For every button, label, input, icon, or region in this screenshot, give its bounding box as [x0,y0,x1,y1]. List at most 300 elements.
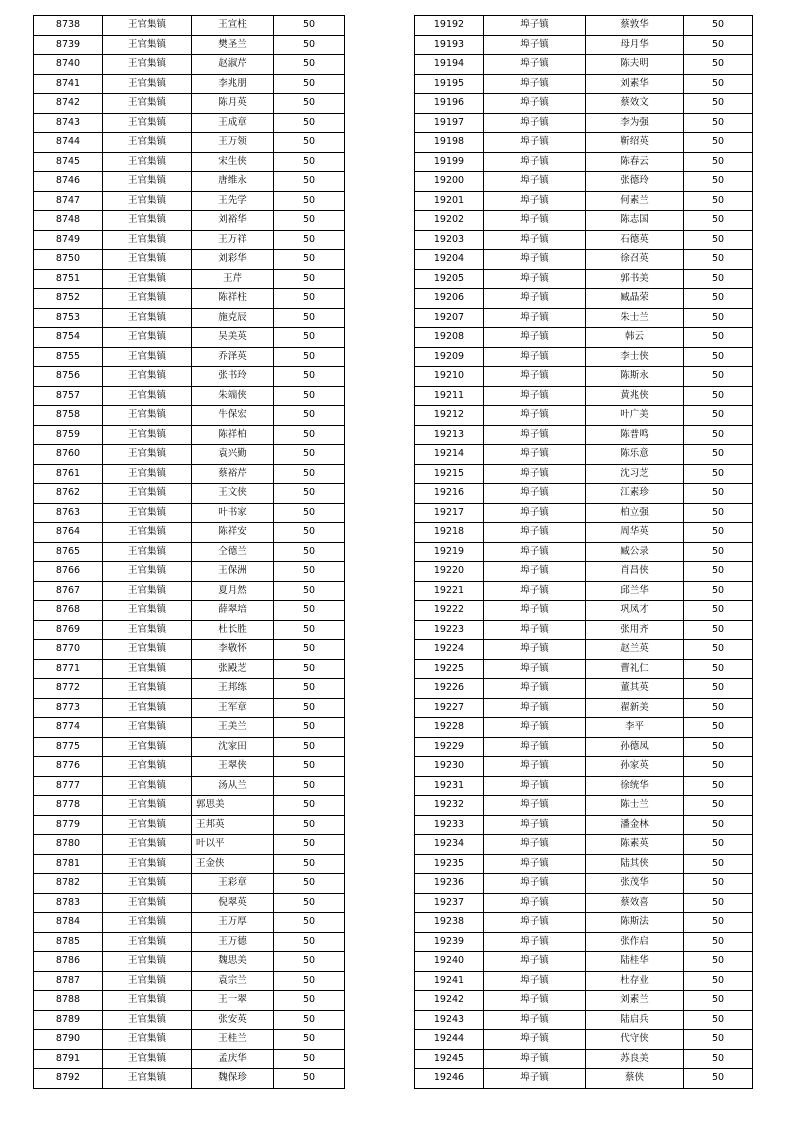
name-cell: 翟新美 [586,698,684,718]
amount-cell: 50 [684,757,753,777]
id-cell: 8783 [34,893,103,913]
table-row [34,94,345,114]
town-cell: 埠子镇 [484,35,586,55]
id-cell: 8777 [34,776,103,796]
id-cell: 8741 [34,74,103,94]
name-cell: 樊圣兰 [192,35,274,55]
amount-cell: 50 [274,308,345,328]
name-cell: 陈素英 [586,835,684,855]
town-cell: 王官集镇 [103,1049,192,1069]
table-row [34,406,345,426]
amount-cell: 50 [274,347,345,367]
table-row [34,289,345,309]
table-row [415,74,753,94]
amount-cell: 50 [274,484,345,504]
table-row [415,1049,753,1069]
town-cell: 王官集镇 [103,893,192,913]
id-cell: 19244 [415,1030,484,1050]
id-cell: 19204 [415,250,484,270]
name-cell: 陈夫明 [586,55,684,75]
amount-cell: 50 [274,250,345,270]
name-cell: 韩云 [586,328,684,348]
table-row [34,211,345,231]
roster-table-left-body [34,16,345,1089]
town-cell: 埠子镇 [484,211,586,231]
amount-cell: 50 [684,679,753,699]
name-cell: 陈士兰 [586,796,684,816]
town-cell: 埠子镇 [484,562,586,582]
table-row [34,991,345,1011]
name-cell: 陈斯法 [586,913,684,933]
table-row [415,406,753,426]
name-cell: 李兆朋 [192,74,274,94]
amount-cell: 50 [274,464,345,484]
id-cell: 19215 [415,464,484,484]
table-row [415,757,753,777]
town-cell: 王官集镇 [103,16,192,36]
table-row [34,113,345,133]
amount-cell: 50 [684,347,753,367]
town-cell: 埠子镇 [484,893,586,913]
id-cell: 19241 [415,971,484,991]
name-cell: 魏思美 [192,952,274,972]
amount-cell: 50 [684,386,753,406]
amount-cell: 50 [274,815,345,835]
amount-cell: 50 [274,191,345,211]
name-cell: 宋生侠 [192,152,274,172]
amount-cell: 50 [684,737,753,757]
table-row [415,874,753,894]
amount-cell: 50 [274,893,345,913]
table-row [415,620,753,640]
amount-cell: 50 [684,1030,753,1050]
town-cell: 王官集镇 [103,484,192,504]
town-cell: 埠子镇 [484,640,586,660]
name-cell: 陈普鸣 [586,425,684,445]
name-cell: 靳绍英 [586,133,684,153]
table-row [415,113,753,133]
town-cell: 王官集镇 [103,289,192,309]
id-cell: 19228 [415,718,484,738]
name-cell: 张殿芝 [192,659,274,679]
name-cell: 刘彩华 [192,250,274,270]
table-row [34,152,345,172]
name-cell: 王桂兰 [192,1030,274,1050]
town-cell: 王官集镇 [103,679,192,699]
name-cell: 沈家田 [192,737,274,757]
name-cell: 乔泽英 [192,347,274,367]
amount-cell: 50 [274,269,345,289]
town-cell: 王官集镇 [103,835,192,855]
town-cell: 王官集镇 [103,1030,192,1050]
name-cell: 孙家英 [586,757,684,777]
table-row [415,55,753,75]
amount-cell: 50 [684,55,753,75]
table-row [415,152,753,172]
id-cell: 19229 [415,737,484,757]
town-cell: 王官集镇 [103,815,192,835]
table-row [415,367,753,387]
town-cell: 王官集镇 [103,971,192,991]
name-cell: 张作启 [586,932,684,952]
id-cell: 8767 [34,581,103,601]
table-row [415,581,753,601]
amount-cell: 50 [274,581,345,601]
id-cell: 19210 [415,367,484,387]
amount-cell: 50 [684,620,753,640]
id-cell: 19240 [415,952,484,972]
amount-cell: 50 [684,74,753,94]
town-cell: 埠子镇 [484,659,586,679]
name-cell: 李敬怀 [192,640,274,660]
name-cell: 王邦练 [192,679,274,699]
table-row [415,991,753,1011]
table-row [415,601,753,621]
town-cell: 埠子镇 [484,581,586,601]
town-cell: 王官集镇 [103,55,192,75]
amount-cell: 50 [684,601,753,621]
name-cell: 李平 [586,718,684,738]
amount-cell: 50 [274,113,345,133]
name-cell: 叶书家 [192,503,274,523]
id-cell: 8739 [34,35,103,55]
id-cell: 8747 [34,191,103,211]
town-cell: 王官集镇 [103,581,192,601]
table-row [34,55,345,75]
table-row [34,581,345,601]
name-cell: 陆桂华 [586,952,684,972]
name-cell: 唐维永 [192,172,274,192]
amount-cell: 50 [684,542,753,562]
town-cell: 埠子镇 [484,542,586,562]
table-row [34,1069,345,1089]
id-cell: 19222 [415,601,484,621]
id-cell: 19197 [415,113,484,133]
name-cell: 汤从兰 [192,776,274,796]
name-cell: 倪翠英 [192,893,274,913]
name-cell: 曹礼仁 [586,659,684,679]
id-cell: 19207 [415,308,484,328]
amount-cell: 50 [684,308,753,328]
id-cell: 19219 [415,542,484,562]
name-cell: 孙德凤 [586,737,684,757]
town-cell: 埠子镇 [484,55,586,75]
amount-cell: 50 [684,640,753,660]
id-cell: 8740 [34,55,103,75]
name-cell: 臧晶荣 [586,289,684,309]
name-cell: 魏保珍 [192,1069,274,1089]
name-cell: 潘金林 [586,815,684,835]
amount-cell: 50 [274,1030,345,1050]
amount-cell: 50 [684,191,753,211]
name-cell: 郭书美 [586,269,684,289]
town-cell: 王官集镇 [103,796,192,816]
amount-cell: 50 [274,874,345,894]
amount-cell: 50 [274,289,345,309]
name-cell: 赵兰英 [586,640,684,660]
table-row [415,893,753,913]
town-cell: 埠子镇 [484,1010,586,1030]
table-row [415,347,753,367]
town-cell: 王官集镇 [103,718,192,738]
table-row [415,191,753,211]
town-cell: 埠子镇 [484,932,586,952]
id-cell: 8775 [34,737,103,757]
id-cell: 8748 [34,211,103,231]
id-cell: 8780 [34,835,103,855]
table-row [34,679,345,699]
amount-cell: 50 [684,1049,753,1069]
name-cell: 柏立强 [586,503,684,523]
table-row [415,308,753,328]
id-cell: 8743 [34,113,103,133]
id-cell: 8791 [34,1049,103,1069]
table-row [34,347,345,367]
amount-cell: 50 [684,952,753,972]
town-cell: 埠子镇 [484,854,586,874]
table-row [34,718,345,738]
amount-cell: 50 [274,445,345,465]
amount-cell: 50 [274,679,345,699]
id-cell: 19216 [415,484,484,504]
amount-cell: 50 [274,971,345,991]
id-cell: 19213 [415,425,484,445]
name-cell: 袁宗兰 [192,971,274,991]
table-row [34,464,345,484]
id-cell: 8771 [34,659,103,679]
amount-cell: 50 [684,328,753,348]
town-cell: 王官集镇 [103,991,192,1011]
id-cell: 19206 [415,289,484,309]
name-cell: 王成章 [192,113,274,133]
name-cell: 吴美英 [192,328,274,348]
table-row [34,1049,345,1069]
id-cell: 19234 [415,835,484,855]
town-cell: 王官集镇 [103,347,192,367]
amount-cell: 50 [274,718,345,738]
id-cell: 19212 [415,406,484,426]
town-cell: 埠子镇 [484,191,586,211]
amount-cell: 50 [274,1069,345,1089]
id-cell: 8756 [34,367,103,387]
name-cell: 张德玲 [586,172,684,192]
amount-cell: 50 [274,55,345,75]
id-cell: 8778 [34,796,103,816]
town-cell: 埠子镇 [484,425,586,445]
amount-cell: 50 [684,854,753,874]
name-cell: 陈斯永 [586,367,684,387]
id-cell: 19223 [415,620,484,640]
id-cell: 19238 [415,913,484,933]
id-cell: 8785 [34,932,103,952]
town-cell: 埠子镇 [484,523,586,543]
id-cell: 8757 [34,386,103,406]
id-cell: 8782 [34,874,103,894]
roster-table-right-body [415,16,753,1089]
id-cell: 19196 [415,94,484,114]
town-cell: 埠子镇 [484,991,586,1011]
name-cell: 王保洲 [192,562,274,582]
name-cell: 陈祥安 [192,523,274,543]
town-cell: 王官集镇 [103,874,192,894]
table-row [34,523,345,543]
name-cell: 王先学 [192,191,274,211]
table-row [34,835,345,855]
town-cell: 王官集镇 [103,250,192,270]
id-cell: 8781 [34,854,103,874]
name-cell: 蔡裕芹 [192,464,274,484]
amount-cell: 50 [274,991,345,1011]
table-row [34,698,345,718]
town-cell: 埠子镇 [484,113,586,133]
town-cell: 王官集镇 [103,640,192,660]
table-row [415,328,753,348]
table-row [415,1010,753,1030]
town-cell: 埠子镇 [484,172,586,192]
amount-cell: 50 [684,562,753,582]
table-row [415,542,753,562]
table-row [34,971,345,991]
id-cell: 8745 [34,152,103,172]
id-cell: 19193 [415,35,484,55]
table-row [34,952,345,972]
town-cell: 埠子镇 [484,133,586,153]
amount-cell: 50 [274,152,345,172]
table-row [34,854,345,874]
town-cell: 王官集镇 [103,737,192,757]
town-cell: 王官集镇 [103,542,192,562]
town-cell: 埠子镇 [484,386,586,406]
id-cell: 8765 [34,542,103,562]
id-cell: 8760 [34,445,103,465]
id-cell: 8787 [34,971,103,991]
id-cell: 8761 [34,464,103,484]
amount-cell: 50 [684,133,753,153]
table-row [415,796,753,816]
amount-cell: 50 [684,932,753,952]
id-cell: 19192 [415,16,484,36]
table-row [34,503,345,523]
town-cell: 埠子镇 [484,367,586,387]
name-cell: 杜长胜 [192,620,274,640]
amount-cell: 50 [274,328,345,348]
name-cell: 王万厚 [192,913,274,933]
id-cell: 8766 [34,562,103,582]
table-row [34,308,345,328]
amount-cell: 50 [684,971,753,991]
id-cell: 8789 [34,1010,103,1030]
id-cell: 8770 [34,640,103,660]
name-cell: 陈乐意 [586,445,684,465]
amount-cell: 50 [274,1049,345,1069]
id-cell: 8786 [34,952,103,972]
id-cell: 19220 [415,562,484,582]
id-cell: 19236 [415,874,484,894]
table-row [415,250,753,270]
id-cell: 19230 [415,757,484,777]
amount-cell: 50 [684,464,753,484]
amount-cell: 50 [274,230,345,250]
town-cell: 埠子镇 [484,74,586,94]
table-row [415,464,753,484]
town-cell: 王官集镇 [103,776,192,796]
amount-cell: 50 [684,835,753,855]
amount-cell: 50 [274,406,345,426]
town-cell: 王官集镇 [103,172,192,192]
name-cell: 王金侠 [192,854,274,874]
amount-cell: 50 [684,113,753,133]
amount-cell: 50 [274,932,345,952]
amount-cell: 50 [274,35,345,55]
name-cell: 牛保宏 [192,406,274,426]
town-cell: 埠子镇 [484,796,586,816]
amount-cell: 50 [274,913,345,933]
town-cell: 埠子镇 [484,230,586,250]
name-cell: 刘裕华 [192,211,274,231]
town-cell: 埠子镇 [484,445,586,465]
town-cell: 王官集镇 [103,94,192,114]
table-row [415,230,753,250]
name-cell: 袁兴勤 [192,445,274,465]
table-row [34,640,345,660]
town-cell: 埠子镇 [484,679,586,699]
amount-cell: 50 [274,620,345,640]
town-cell: 埠子镇 [484,1049,586,1069]
id-cell: 8759 [34,425,103,445]
table-row [415,484,753,504]
amount-cell: 50 [274,698,345,718]
table-row [34,542,345,562]
town-cell: 王官集镇 [103,230,192,250]
amount-cell: 50 [684,484,753,504]
name-cell: 仝德兰 [192,542,274,562]
id-cell: 19203 [415,230,484,250]
id-cell: 19227 [415,698,484,718]
id-cell: 19239 [415,932,484,952]
town-cell: 埠子镇 [484,289,586,309]
table-row [34,874,345,894]
town-cell: 王官集镇 [103,1069,192,1089]
amount-cell: 50 [274,757,345,777]
table-row [34,133,345,153]
table-row [415,776,753,796]
name-cell: 石德英 [586,230,684,250]
table-row [34,796,345,816]
name-cell: 臧公录 [586,542,684,562]
id-cell: 19245 [415,1049,484,1069]
table-row [415,679,753,699]
name-cell: 母月华 [586,35,684,55]
table-row [34,386,345,406]
table-row [415,269,753,289]
name-cell: 黄兆侠 [586,386,684,406]
table-row [34,328,345,348]
id-cell: 8738 [34,16,103,36]
amount-cell: 50 [684,172,753,192]
id-cell: 8758 [34,406,103,426]
table-row [415,932,753,952]
town-cell: 埠子镇 [484,464,586,484]
amount-cell: 50 [684,35,753,55]
amount-cell: 50 [274,74,345,94]
table-row [34,191,345,211]
name-cell: 王宣柱 [192,16,274,36]
amount-cell: 50 [684,796,753,816]
amount-cell: 50 [684,367,753,387]
table-row [34,445,345,465]
name-cell: 王万祥 [192,230,274,250]
table-row [415,523,753,543]
